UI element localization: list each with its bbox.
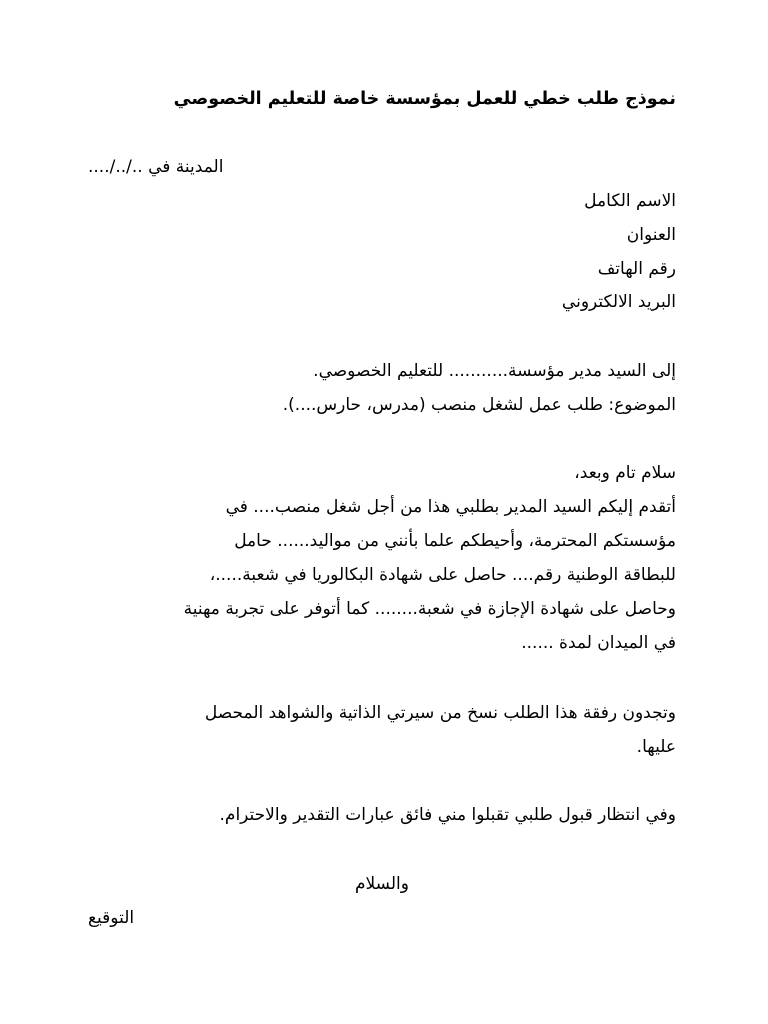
attachments-line: عليها.: [636, 737, 676, 757]
signature-label: التوقيع: [88, 908, 135, 928]
body-line: مؤسستكم المحترمة، وأحيطكم علما بأنني من مواليد...... حامل: [234, 531, 676, 551]
body-line: أتقدم إليكم السيد المدير بطلبي هذا من أجل شغل منصب.... في: [225, 497, 676, 517]
document-title: نموذج طلب خطي للعمل بمؤسسة خاصة للتعليم الخصوصي: [173, 89, 676, 109]
city-date: المدينة في ../../....: [88, 157, 224, 177]
body-line: وحاصل على شهادة الإجازة في شعبة........ كما أتوفر على تجربة مهنية: [183, 599, 676, 619]
sender-email: البريد الالكتروني: [561, 292, 676, 312]
closing-line: وفي انتظار قبول طلبي تقبلوا مني فائق عبارات التقدير والاحترام.: [219, 805, 676, 825]
sender-phone: رقم الهاتف: [597, 259, 676, 279]
salutation-line: والسلام: [355, 874, 409, 894]
attachments-line: وتجدون رفقة هذا الطلب نسخ من سيرتي الذاتية والشواهد المحصل: [204, 703, 676, 723]
recipient-line: إلى السيد مدير مؤسسة........... للتعليم الخصوصي.: [313, 361, 676, 381]
body-line: للبطاقة الوطنية رقم.... حاصل على شهادة البكالوريا في شعبة.....،: [209, 565, 676, 585]
greeting-line: سلام تام وبعد،: [574, 463, 676, 483]
sender-address: العنوان: [626, 225, 676, 245]
body-line: في الميدان لمدة ......: [521, 633, 676, 653]
sender-full-name: الاسم الكامل: [584, 191, 676, 211]
subject-line: الموضوع: طلب عمل لشغل منصب (مدرس، حارس....).: [282, 395, 676, 415]
